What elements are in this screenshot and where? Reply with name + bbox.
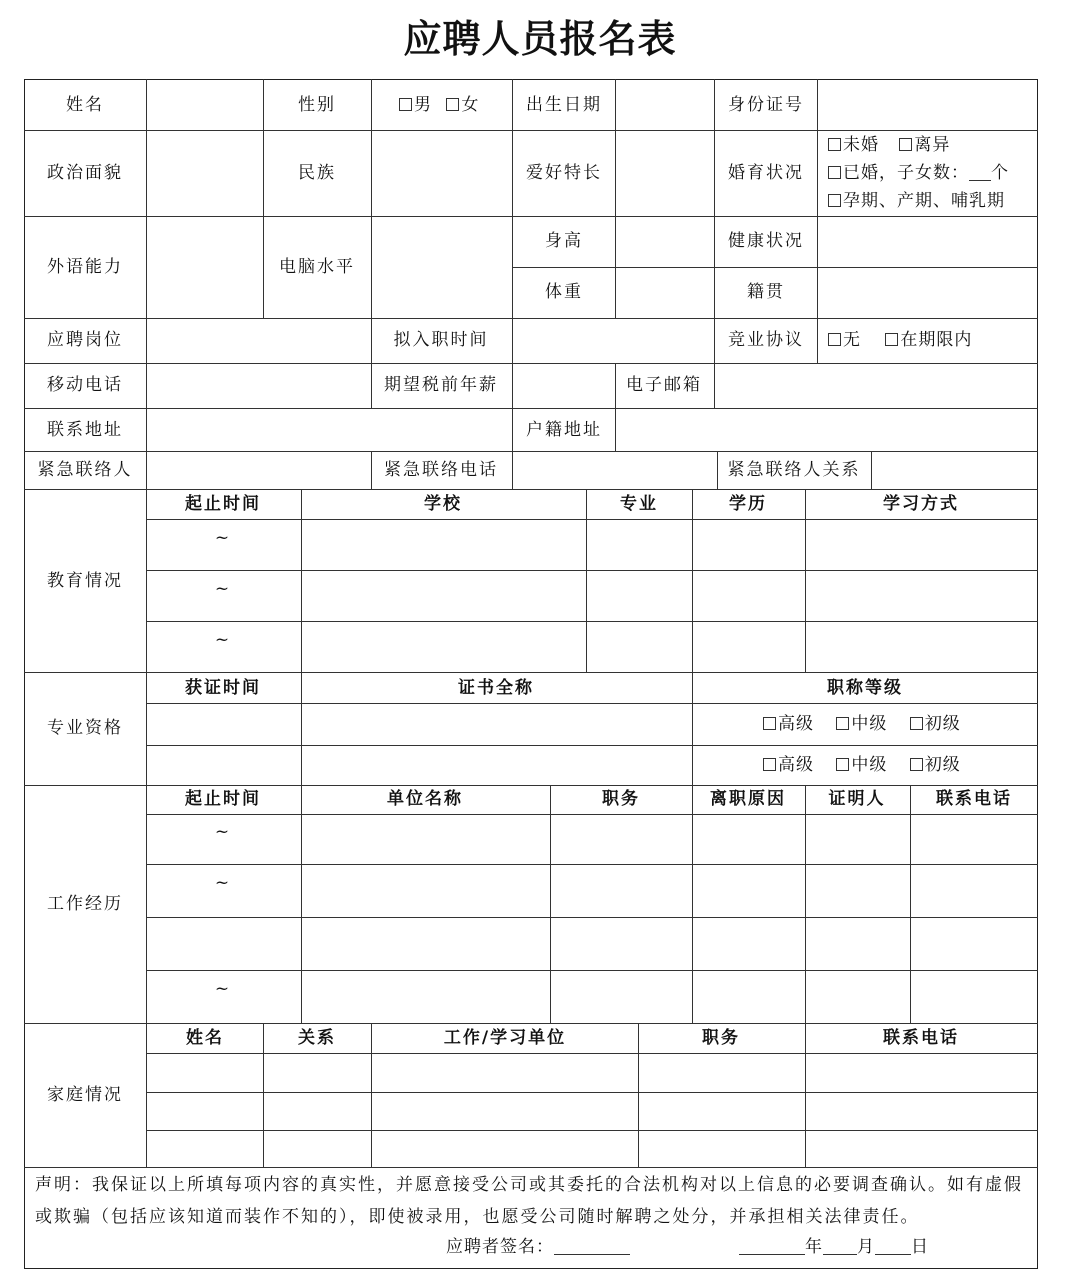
column-divider xyxy=(805,785,806,1023)
edu-header-major: 专业 xyxy=(620,494,658,514)
column-divider xyxy=(371,363,372,408)
column-divider xyxy=(301,785,302,1023)
level-junior-checkbox[interactable] xyxy=(910,758,923,771)
day-label: 日 xyxy=(911,1237,929,1257)
family-section-label: 家庭情况 xyxy=(47,1085,123,1105)
label-expected-salary: 期望税前年薪 xyxy=(384,375,498,395)
unmarried-checkbox[interactable] xyxy=(828,138,841,151)
column-divider xyxy=(263,79,264,318)
marital-line-2 xyxy=(828,162,1009,184)
label-emergency-phone: 紧急联络电话 xyxy=(384,460,498,480)
start-date-field[interactable] xyxy=(513,319,714,363)
address-field[interactable] xyxy=(147,409,512,451)
label-birth-date: 出生日期 xyxy=(526,95,602,115)
divorced-checkbox[interactable] xyxy=(899,138,912,151)
row-divider xyxy=(24,1167,1038,1168)
education-section-label: 教育情况 xyxy=(47,571,123,591)
expected-salary-field[interactable] xyxy=(513,364,615,408)
edu-row-2-period[interactable]: ~ xyxy=(214,579,232,599)
row-divider xyxy=(146,570,1038,571)
level-senior-checkbox[interactable] xyxy=(763,717,776,730)
label-language: 外语能力 xyxy=(47,257,123,277)
work-row-2-period[interactable]: ~ xyxy=(214,873,232,893)
label-native-place: 籍贯 xyxy=(747,282,785,302)
signature-input[interactable] xyxy=(554,1254,630,1255)
pregnancy-label: 孕期、产期、哺乳期 xyxy=(843,191,1005,211)
qual-row-1-levels xyxy=(763,713,961,735)
label-weight: 体重 xyxy=(545,282,583,302)
column-divider xyxy=(714,79,715,318)
year-input[interactable] xyxy=(739,1254,805,1255)
emergency-contact-field[interactable] xyxy=(147,452,371,489)
ethnicity-field[interactable] xyxy=(372,131,512,216)
level-senior-label: 高级 xyxy=(778,714,814,734)
family-header-name: 姓名 xyxy=(186,1028,224,1048)
emergency-phone-field[interactable] xyxy=(513,452,717,489)
male-checkbox[interactable] xyxy=(399,98,412,111)
label-start-date: 拟入职时间 xyxy=(393,330,489,350)
label-hobbies: 爱好特长 xyxy=(526,163,602,183)
label-address: 联系地址 xyxy=(47,420,123,440)
marital-line-1 xyxy=(828,134,950,156)
work-header-leave-reason: 离职原因 xyxy=(710,789,786,809)
married-label: 已婚，子女数： xyxy=(843,163,969,183)
row-divider xyxy=(146,970,1038,971)
work-header-company: 单位名称 xyxy=(387,789,463,809)
column-divider xyxy=(301,489,302,672)
level-senior-label: 高级 xyxy=(778,755,814,775)
qualification-section-label: 专业资格 xyxy=(47,718,123,738)
work-row-1-period[interactable]: ~ xyxy=(214,822,232,842)
language-field[interactable] xyxy=(147,217,263,318)
signature-label: 应聘者签名： xyxy=(446,1237,554,1257)
row-divider xyxy=(146,519,1038,520)
height-field[interactable] xyxy=(616,217,714,267)
column-divider xyxy=(550,785,551,1023)
column-divider xyxy=(586,489,587,672)
work-header-job: 职务 xyxy=(602,789,640,809)
signature-line xyxy=(446,1236,630,1258)
hobbies-field[interactable] xyxy=(616,131,714,216)
column-divider xyxy=(263,1023,264,1167)
marital-line-3 xyxy=(828,190,1005,212)
row-divider xyxy=(146,1130,1038,1131)
declaration-text: 声明：我保证以上所填每项内容的真实性，并愿意接受公司或其委托的合法机构对以上信息的必要调查确认。如有虚假或欺骗（包括应该知道而装作不知的），即使被录用，也愿受公司随时解聘之处分，并承担相关法律责任。 xyxy=(35,1175,1023,1227)
row-divider xyxy=(146,917,1038,918)
label-height: 身高 xyxy=(545,231,583,251)
divorced-label: 离异 xyxy=(914,135,951,155)
edu-row-3-period[interactable]: ~ xyxy=(214,630,232,650)
mobile-field[interactable] xyxy=(147,364,371,408)
row-divider xyxy=(146,1053,1038,1054)
column-divider xyxy=(301,672,302,785)
work-header-period: 起止时间 xyxy=(185,789,261,809)
noncompete-active-label: 在期限内 xyxy=(900,330,973,350)
label-health: 健康状况 xyxy=(728,231,804,251)
edu-header-degree: 学历 xyxy=(729,494,767,514)
column-divider xyxy=(371,1023,372,1167)
row-divider xyxy=(146,814,1038,815)
label-position: 应聘岗位 xyxy=(47,330,123,350)
column-divider xyxy=(615,363,616,408)
level-junior-label: 初级 xyxy=(924,755,961,775)
emergency-relation-field[interactable] xyxy=(872,452,1037,489)
date-line xyxy=(739,1236,929,1258)
level-junior-label: 初级 xyxy=(924,714,961,734)
column-divider xyxy=(910,785,911,1023)
column-divider xyxy=(512,408,513,451)
male-label: 男 xyxy=(414,95,432,115)
hukou-address-field[interactable] xyxy=(616,409,1037,451)
row-divider xyxy=(24,672,1038,673)
female-checkbox[interactable] xyxy=(446,98,459,111)
qual-header-title-level: 职称等级 xyxy=(827,678,903,698)
edu-header-period: 起止时间 xyxy=(185,494,261,514)
qual-header-certificate: 证书全称 xyxy=(458,678,534,698)
work-header-reference: 证明人 xyxy=(828,789,886,809)
children-count-input[interactable] xyxy=(969,180,991,181)
children-unit: 个 xyxy=(991,163,1009,183)
day-input[interactable] xyxy=(875,1254,911,1255)
birth-date-field[interactable] xyxy=(616,80,714,130)
weight-field[interactable] xyxy=(616,268,714,318)
column-divider xyxy=(638,1023,639,1167)
work-section-label: 工作经历 xyxy=(47,894,123,914)
year-label: 年 xyxy=(805,1237,823,1257)
label-marital-status: 婚育状况 xyxy=(728,163,804,183)
label-id-number: 身份证号 xyxy=(728,95,804,115)
row-divider xyxy=(146,621,1038,622)
label-mobile: 移动电话 xyxy=(47,375,123,395)
family-header-job: 职务 xyxy=(702,1028,740,1048)
qual-row-2-levels xyxy=(763,754,961,776)
id-number-field[interactable] xyxy=(818,80,1037,130)
column-divider xyxy=(692,672,693,785)
work-row-4-period[interactable]: ~ xyxy=(214,979,232,999)
level-mid-checkbox[interactable] xyxy=(836,717,849,730)
edu-header-mode: 学习方式 xyxy=(883,494,959,514)
position-field[interactable] xyxy=(147,319,371,363)
column-divider xyxy=(805,1023,806,1167)
pregnancy-checkbox[interactable] xyxy=(828,194,841,207)
column-divider xyxy=(714,318,715,363)
row-divider xyxy=(146,1092,1038,1093)
column-divider xyxy=(717,451,718,489)
work-header-phone: 联系电话 xyxy=(936,789,1012,809)
column-divider xyxy=(512,79,513,318)
label-email: 电子邮箱 xyxy=(626,375,702,395)
name-field[interactable] xyxy=(147,80,263,130)
row-divider xyxy=(146,703,1038,704)
row-divider xyxy=(24,489,1038,490)
native-place-field[interactable] xyxy=(818,268,1037,318)
row-divider xyxy=(146,745,1038,746)
computer-field[interactable] xyxy=(372,217,512,318)
edu-header-school: 学校 xyxy=(424,494,462,514)
label-computer: 电脑水平 xyxy=(279,257,355,277)
label-emergency-relation: 紧急联络人关系 xyxy=(727,460,861,480)
column-divider xyxy=(371,318,372,363)
health-field[interactable] xyxy=(818,217,1037,267)
family-header-relation: 关系 xyxy=(298,1028,336,1048)
female-label: 女 xyxy=(461,95,480,115)
political-status-field[interactable] xyxy=(147,131,263,216)
row-divider xyxy=(24,1023,1038,1024)
level-senior-checkbox[interactable] xyxy=(763,758,776,771)
email-field[interactable] xyxy=(715,364,1037,408)
column-divider xyxy=(371,451,372,489)
row-divider xyxy=(24,785,1038,786)
column-divider xyxy=(692,785,693,1023)
level-mid-checkbox[interactable] xyxy=(836,758,849,771)
noncompete-options xyxy=(828,329,972,351)
noncompete-none-checkbox[interactable] xyxy=(828,333,841,346)
form-title: 应聘人员报名表 xyxy=(403,17,677,61)
noncompete-active-checkbox[interactable] xyxy=(885,333,898,346)
label-gender: 性别 xyxy=(298,95,336,115)
family-header-phone: 联系电话 xyxy=(883,1028,959,1048)
gender-options xyxy=(399,94,479,116)
edu-row-1-period[interactable]: ~ xyxy=(214,528,232,548)
column-divider xyxy=(805,489,806,672)
family-header-organization: 工作/学习单位 xyxy=(443,1028,567,1048)
level-mid-label: 中级 xyxy=(851,714,888,734)
label-hukou-address: 户籍地址 xyxy=(526,420,602,440)
qual-header-date: 获证时间 xyxy=(185,678,261,698)
label-emergency-contact: 紧急联络人 xyxy=(37,460,133,480)
unmarried-label: 未婚 xyxy=(843,135,879,155)
noncompete-none-label: 无 xyxy=(843,330,861,350)
label-political-status: 政治面貌 xyxy=(47,163,123,183)
month-label: 月 xyxy=(857,1237,875,1257)
month-input[interactable] xyxy=(823,1254,857,1255)
label-ethnicity: 民族 xyxy=(298,163,336,183)
married-checkbox[interactable] xyxy=(828,166,841,179)
level-junior-checkbox[interactable] xyxy=(910,717,923,730)
column-divider xyxy=(692,489,693,672)
level-mid-label: 中级 xyxy=(851,755,888,775)
label-name: 姓名 xyxy=(66,95,104,115)
row-divider xyxy=(146,864,1038,865)
label-noncompete: 竞业协议 xyxy=(728,330,804,350)
